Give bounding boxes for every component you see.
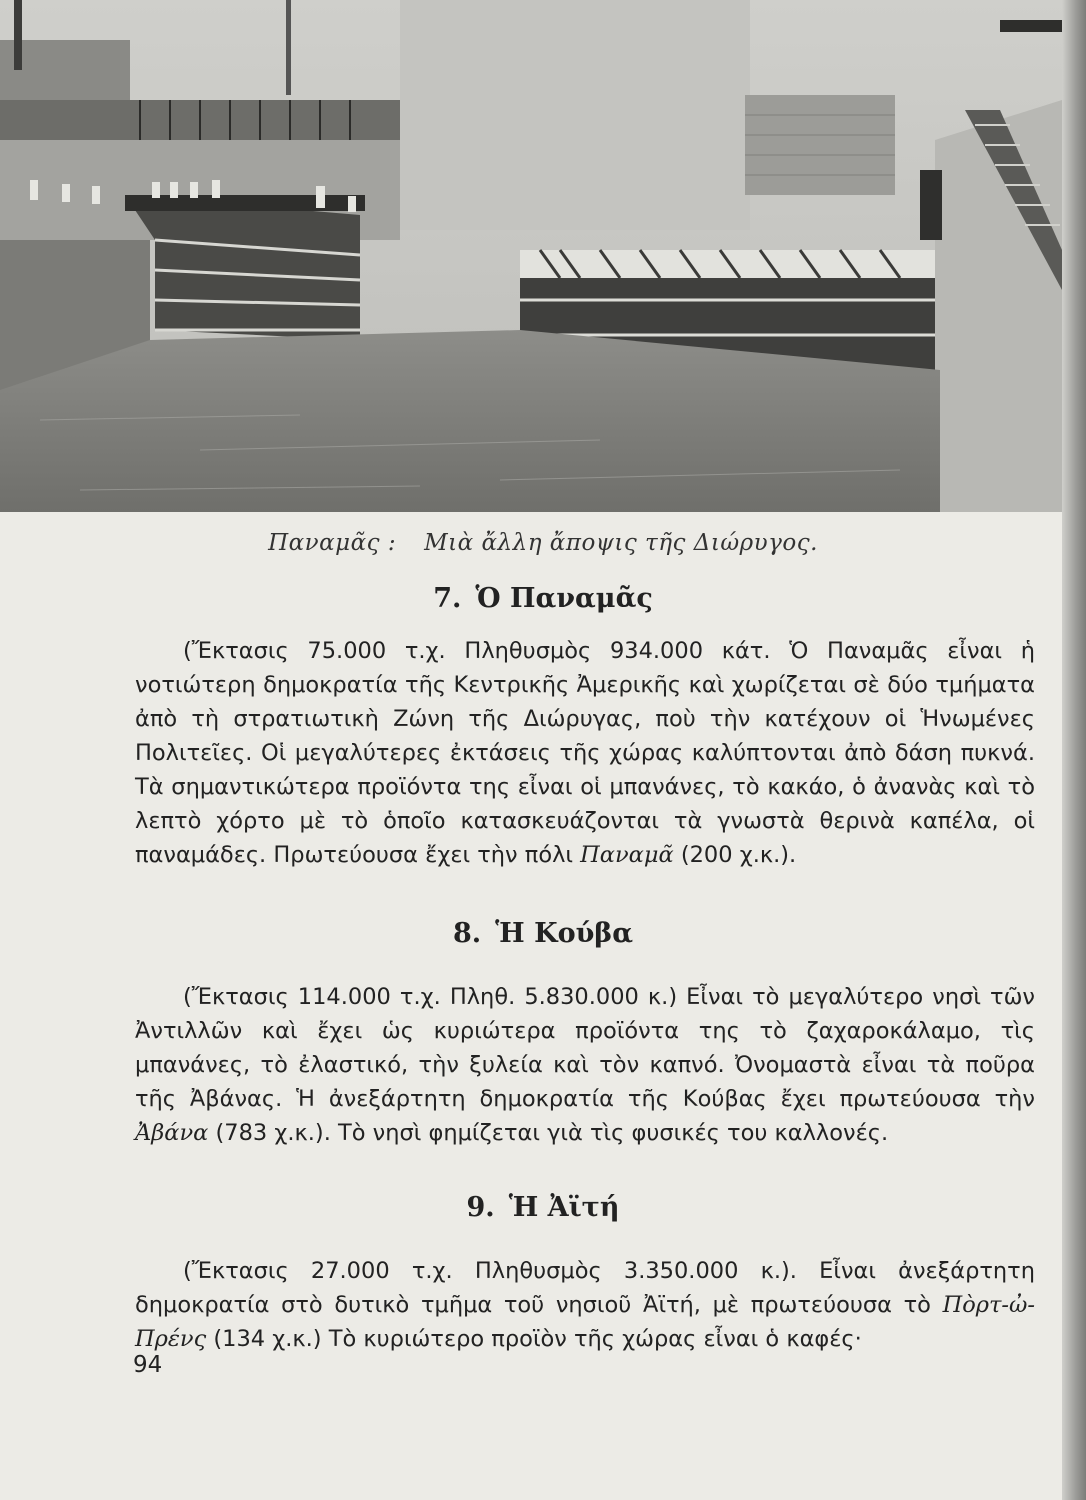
section-title: Ἡ Κούβα <box>495 918 634 949</box>
photo-caption <box>0 530 1086 556</box>
section-number: 8. <box>452 918 482 949</box>
italic-place-name: Παναμᾶ <box>580 842 674 868</box>
caption-place: Παναμᾶς : <box>268 530 397 556</box>
section-heading-panama <box>0 583 1086 614</box>
text-run: (134 χ.κ.) Τὸ κυριώτερο προϊὸν τῆς χώρας εἶναι ὁ καφές· <box>206 1326 862 1352</box>
section-text-haiti <box>135 1254 1035 1356</box>
section-title: Ὁ Παναμᾶς <box>475 583 653 614</box>
italic-place-name: Ἀβάνα <box>135 1120 209 1146</box>
text-run: (Ἔκτασις 114.000 τ.χ. Πληθ. 5.830.000 κ.) Εἶναι τὸ μεγαλύτερο νησὶ τῶν Ἀντιλλῶν καὶ ἔχει ὡς κυριώτερα προϊόντα της τὸ ζαχαροκάλαμο, τὶς μπανάνες, τὸ ἐλαστικό, τὴν ξυλεία καὶ τὸν καπνό. Ὀνομαστὰ εἶναι τὰ ποῦρα τῆς Ἀβάνας. Ἡ ἀνεξάρτητη δημοκρατία τῆς Κούβας ἔχει πρωτεύουσα τὴν <box>135 984 1035 1112</box>
section-number: 9. <box>466 1192 495 1223</box>
section-heading-cuba <box>0 918 1086 949</box>
text-run: (Ἔκτασις 27.000 τ.χ. Πληθυσμὸς 3.350.000 κ.). Εἶναι ἀνεξάρτητη δημοκρατία στὸ δυτικὸ τμῆμα τοῦ νησιοῦ Ἀϊτή, μὲ πρωτεύουσα τὸ <box>135 1258 1035 1318</box>
section-number: 7. <box>433 583 462 614</box>
text-run: (783 χ.κ.). Τὸ νησὶ φημίζεται γιὰ τὶς φυσικές του καλλονές. <box>208 1120 889 1146</box>
italic-place-name: Πὸρτ-ὠ-Πρένς <box>135 1292 1035 1352</box>
section-heading-haiti <box>0 1192 1086 1223</box>
page-number: 94 <box>133 1352 163 1378</box>
section-text-cuba <box>135 980 1035 1150</box>
page-edge-shadow <box>1062 0 1086 1500</box>
text-run: (Ἔκτασις 75.000 τ.χ. Πληθυσμὸς 934.000 κάτ. Ὁ Παναμᾶς εἶναι ἡ νοτιώτερη δημοκρατία τῆς Κεντρικῆς Ἀμερικῆς καὶ χωρίζεται σὲ δύο τμήματα ἀπὸ τὴ στρατιωτικὴ Ζώνη τῆς Διώρυγας, ποὺ τὴν κατέχουν οἱ Ἡνωμένες Πολιτεῖες. Οἱ μεγαλύτερες ἐκτάσεις τῆς χώρας καλύπτονται ἀπὸ δάση πυκνά. Τὰ σημαντικώτερα προϊόντα της εἶναι οἱ μπανάνες, τὸ κακάο, ὁ ἀνανὰς καὶ τὸ λεπτὸ χόρτο μὲ τὸ ὁποῖο κατασκευάζονται τὰ γνωστὰ θερινὰ καπέλα, οἱ παναμάδες. Πρωτεύουσα ἔχει τὴν πόλι <box>135 638 1035 868</box>
section-title: Ἡ Ἀϊτή <box>508 1192 620 1223</box>
caption-text: Μιὰ ἄλλη ἄποψις τῆς Διώρυγος. <box>424 530 818 556</box>
text-run: (200 χ.κ.). <box>673 842 797 868</box>
section-text-panama <box>135 634 1035 872</box>
canal-lock-photograph <box>0 0 1062 512</box>
